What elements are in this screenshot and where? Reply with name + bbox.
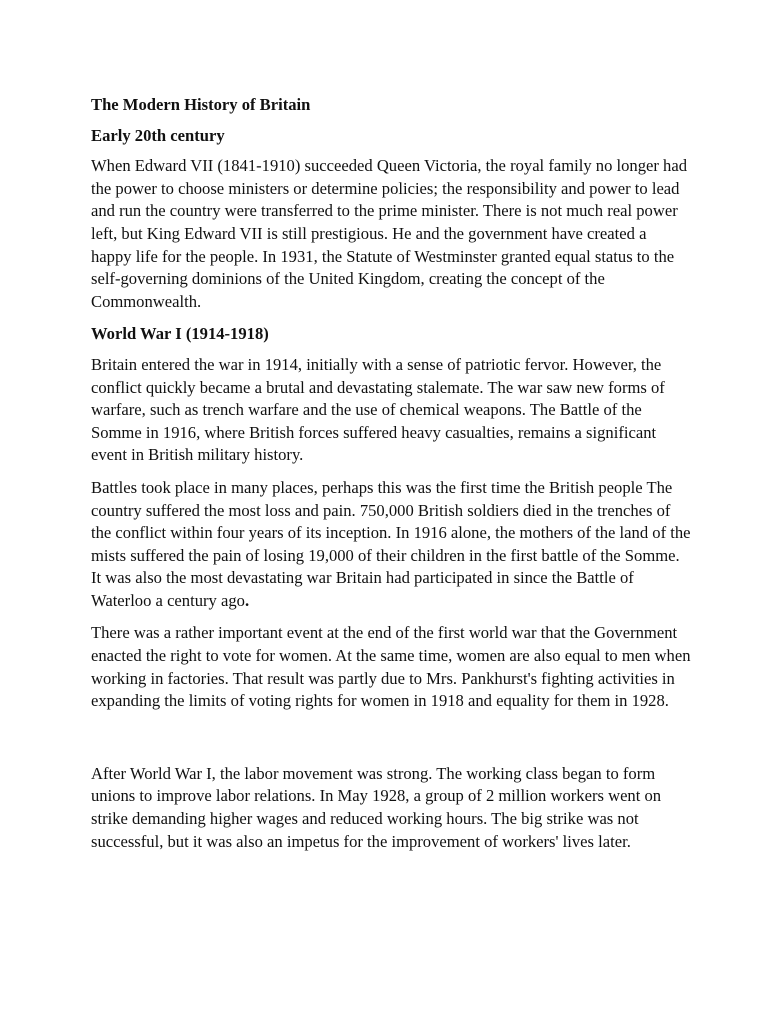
document-page (91, 94, 691, 863)
paragraph-edward-vii: When Edward VII (1841-1910) succeeded Queen Victoria, the royal family no longer had the power to choose ministers or determine policies; the responsibility and power to lead and run the country were transferred to the prime minister. There is not much real power left, but King Edward VII is still prestigious. He and the government have created a happy life for the people. In 1931, the Statute of Westminster granted equal status to the self-governing dominions of the United Kingdom, creating the concept of the Commonwealth. (91, 156, 688, 311)
paragraph-women-vote: There was a rather important event at the end of the first world war that the Government enacted the right to vote for women. At the same time, women are also equal to men when working in factories. That result was partly due to Mrs. Pankhurst's fighting activities in expanding the limits of voting rights for women in 1918 and equality for them in 1928. (91, 623, 691, 711)
section-heading-early-20th-century: Early 20th century (91, 125, 225, 145)
paragraph-battles-loss (91, 477, 691, 613)
paragraph-battles-loss-period: . (244, 590, 250, 610)
section-heading-world-war-i: World War I (1914-1918) (91, 324, 269, 344)
blank-line (91, 723, 691, 763)
paragraph-labor-movement: After World War I, the labor movement was strong. The working class began to form unions to improve labor relations. In May 1928, a group of 2 million workers went on strike demanding higher wages and reduced working hours. The big strike was not successful, but it was also an impetus for the improvement of workers' lives later. (91, 763, 662, 851)
document-title: The Modern History of Britain (91, 95, 311, 114)
paragraph-britain-entered-war: Britain entered the war in 1914, initially with a sense of patriotic fervor. However, the conflict quickly became a brutal and devastating stalemate. The war saw new forms of warfare, such as trench warfare and the use of chemical weapons. The Battle of the Somme in 1916, where British forces suffered heavy casualties, remains a significant event in British military history. (91, 354, 665, 465)
paragraph-battles-loss-text: Battles took place in many places, perhaps this was the first time the British people The country suffered the most loss and pain. 750,000 British soldiers died in the trenches of the conflict within four years of its inception. In 1916 alone, the mothers of the land of the mists suffered the pain of losing 19,000 of their children in the first battle of the Somme. It was also the most devastating war Britain had participated in since the Battle of Waterloo a century ago (91, 477, 691, 610)
